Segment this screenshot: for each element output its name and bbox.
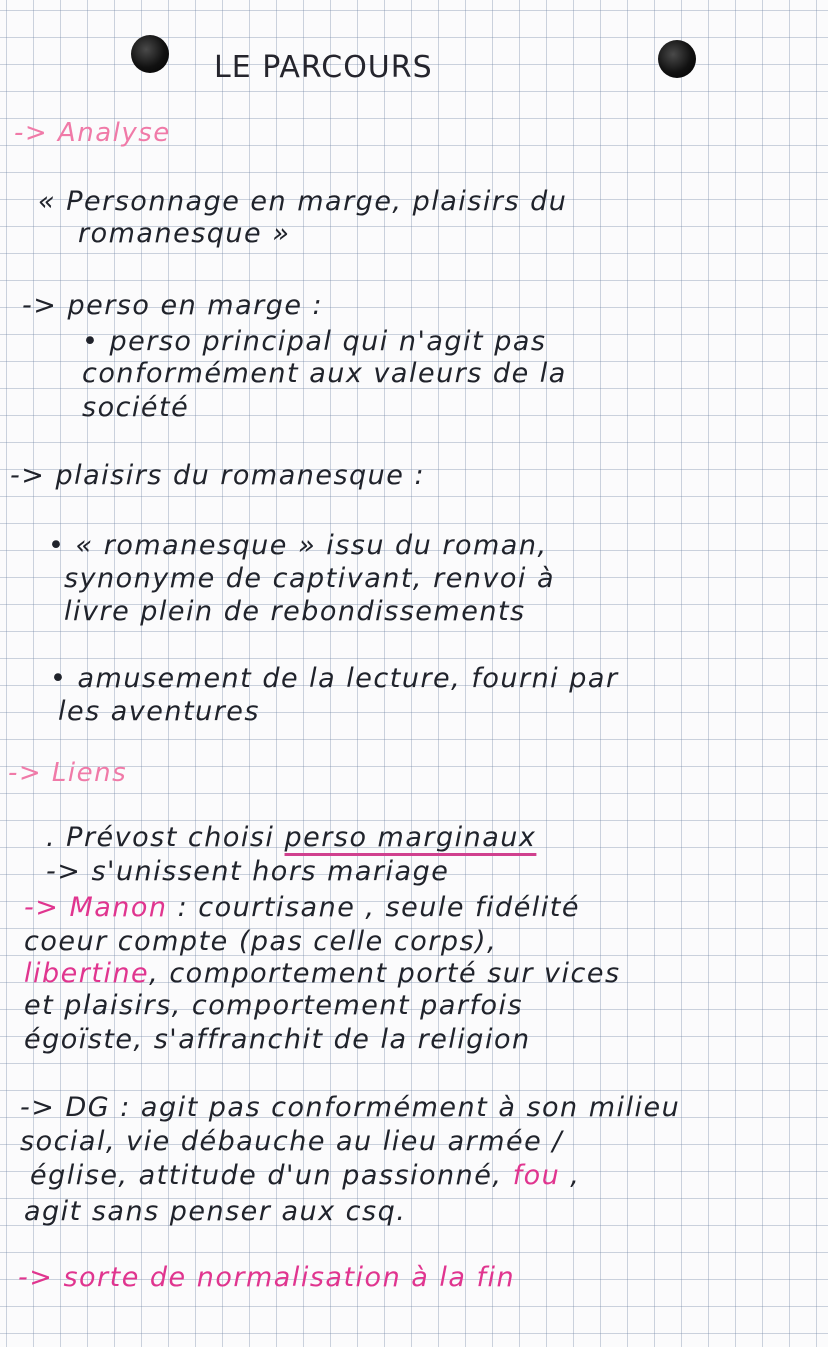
romanesque-line-1: • « romanesque » issu du roman,: [48, 530, 548, 561]
romanesque-line-2: synonyme de captivant, renvoi à: [64, 563, 556, 594]
perso-line-1: • perso principal qui n'agit pas: [82, 326, 547, 357]
quote-line-2: romanesque »: [78, 218, 291, 249]
a-la-fin-text: à la fin: [401, 1262, 516, 1293]
dg-line-3-comma: ,: [560, 1160, 581, 1191]
manon-line-4: et plaisirs, comportement parfois: [24, 990, 524, 1021]
quote-line-1: « Personnage en marge, plaisirs du: [38, 186, 568, 217]
manon-line-5: égoïste, s'affranchit de la religion: [24, 1024, 531, 1055]
normalisation-word: normalisation: [196, 1262, 402, 1293]
prevost-line: [46, 822, 536, 853]
page-title: LE PARCOURS: [214, 50, 433, 85]
liens-heading: -> Liens: [8, 758, 128, 788]
romanesque-line-3: livre plein de rebondissements: [64, 596, 526, 627]
binder-hole-left: [131, 35, 169, 73]
amusement-line-2: les aventures: [58, 696, 260, 727]
manon-name: Manon: [69, 892, 168, 923]
libertine-word: libertine: [24, 958, 150, 989]
manon-description: : courtisane , seule fidélité: [167, 892, 580, 923]
amusement-line-1: • amusement de la lecture, fourni par: [50, 663, 619, 694]
dg-line-3-text: église, attitude d'un passionné,: [30, 1160, 513, 1191]
dg-line-1: -> DG : agit pas conformément à son milieu: [20, 1092, 681, 1123]
fou-word: fou: [512, 1160, 561, 1191]
normalisation-line: [18, 1262, 515, 1293]
prevost-text: . Prévost choisi: [46, 822, 285, 853]
dg-line-3: [30, 1160, 580, 1191]
manon-line-2: coeur compte (pas celle corps),: [24, 926, 498, 957]
dg-line-4: agit sans penser aux csq.: [24, 1196, 407, 1227]
perso-marginaux-underlined: perso marginaux: [284, 822, 537, 853]
analyse-heading: -> Analyse: [14, 118, 171, 148]
perso-marge-heading: -> perso en marge :: [22, 290, 324, 321]
manon-arrow: ->: [24, 892, 70, 923]
final-arrow: ->: [18, 1262, 64, 1293]
manon-line-1: [24, 892, 580, 923]
hors-mariage-line: -> s'unissent hors mariage: [46, 856, 450, 887]
binder-hole-right: [658, 40, 696, 78]
sorte-de-text: sorte de: [63, 1262, 197, 1293]
perso-line-2: conformément aux valeurs de la: [82, 358, 567, 389]
dg-line-2: social, vie débauche au lieu armée /: [20, 1126, 563, 1157]
manon-line-3: [24, 958, 621, 989]
manon-line-3-rest: , comportement porté sur vices: [149, 958, 621, 989]
perso-line-3: société: [82, 392, 190, 423]
plaisirs-heading: -> plaisirs du romanesque :: [10, 460, 426, 491]
